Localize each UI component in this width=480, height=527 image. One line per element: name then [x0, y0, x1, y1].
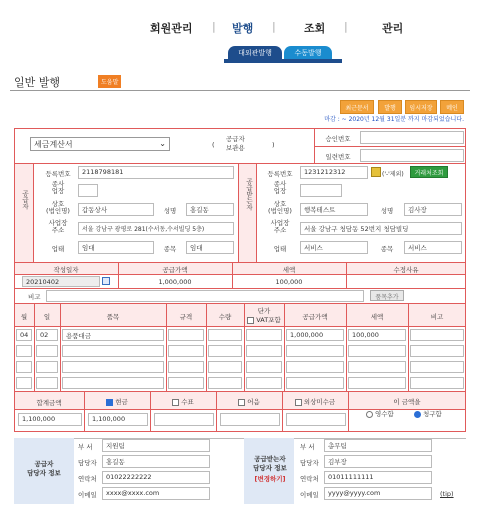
receiver-addr-label: 사업장 주소: [270, 219, 290, 234]
issue-button[interactable]: 발행: [378, 100, 402, 114]
item-cell-name[interactable]: 용품대금: [62, 329, 164, 341]
nav-divider: |: [272, 20, 276, 33]
supplier-item-label: 종목: [163, 245, 177, 253]
item-cell-m[interactable]: [16, 361, 32, 373]
receiver-sub-label: 종사 업장: [273, 180, 287, 195]
temp-save-button[interactable]: 임시저장: [405, 100, 437, 114]
item-cell-tax[interactable]: 100,000: [348, 329, 406, 341]
receiver-dept-label: 부 서: [300, 443, 315, 451]
total-label: 합계금액: [36, 399, 62, 407]
item-cell-price[interactable]: [246, 329, 282, 341]
tip-link[interactable]: (tip): [440, 490, 454, 498]
receiver-ceo-label: 성명: [380, 207, 394, 215]
supplier-dept-label: 부 서: [78, 443, 93, 451]
item-cell-tax[interactable]: [348, 377, 406, 389]
receipt-radio[interactable]: 영수함: [366, 409, 394, 418]
supplier-biz-input[interactable]: 임대: [78, 241, 154, 254]
supply-header: 공급가액: [162, 266, 188, 274]
supplier-contact-title: 공급자 담당자 정보: [27, 460, 61, 477]
item-cell-note[interactable]: [410, 377, 464, 389]
nav-divider: |: [344, 20, 348, 33]
supplier-person-label: 담당자: [78, 459, 97, 467]
item-cell-qty[interactable]: [208, 345, 242, 357]
receiver-note: ('-'제외): [382, 171, 404, 178]
cash-checkbox[interactable]: [106, 399, 113, 406]
check-amount[interactable]: [154, 413, 214, 426]
supplier-name-label: 상호 (법인명): [46, 200, 70, 215]
supplier-addr-input[interactable]: 서울 강남구 광평로 281(수서동,수서빌딩 5층): [78, 222, 234, 235]
receipt-radio-icon[interactable]: [366, 411, 373, 418]
keep-close: ): [272, 141, 275, 149]
item-cell-supply[interactable]: [286, 377, 344, 389]
item-cell-qty[interactable]: [208, 361, 242, 373]
tax-value: 100,000: [275, 278, 303, 286]
receiver-phone-input[interactable]: 01011111111: [324, 471, 432, 484]
supplier-keep-label: 공급자 보관용: [226, 135, 245, 152]
item-cell-name[interactable]: [62, 377, 164, 389]
supplier-reg-label: 등록번호: [45, 170, 71, 178]
item-cell-spec[interactable]: [168, 361, 204, 373]
col-qty: 수량: [218, 313, 232, 321]
supplier-sub-label: 종사 업장: [51, 180, 65, 195]
supplier-biz-label: 업태: [51, 245, 65, 253]
credit-checkbox[interactable]: [295, 399, 302, 406]
check-checkbox[interactable]: [172, 399, 179, 406]
reason-header: 수정사유: [393, 266, 419, 274]
col-supply: 공급가액: [302, 313, 328, 321]
approval-input[interactable]: [360, 131, 464, 144]
page-title: 일반 발행: [14, 76, 61, 89]
supplier-item-input[interactable]: 임대: [186, 241, 234, 254]
item-cell-tax[interactable]: [348, 361, 406, 373]
receiver-name-label: 상호 (법인명): [268, 200, 292, 215]
col-day: 일: [43, 313, 51, 321]
item-cell-m[interactable]: [16, 345, 32, 357]
item-cell-supply[interactable]: [286, 345, 344, 357]
col-price: 단가: [257, 307, 271, 315]
item-cell-note[interactable]: [410, 361, 464, 373]
item-cell-m[interactable]: [16, 377, 32, 389]
note-amount[interactable]: [220, 413, 280, 426]
nav-issue[interactable]: 발행: [232, 22, 254, 35]
receiver-name-input[interactable]: 행복테스트: [300, 203, 368, 216]
col-tax: 세액: [370, 313, 384, 321]
supplier-email-label: 이메일: [78, 491, 97, 499]
item-cell-price[interactable]: [246, 345, 282, 357]
claim-radio-icon[interactable]: [414, 411, 421, 418]
tab-external-issue[interactable]: 대외관발행: [228, 46, 282, 60]
supplier-ceo-label: 성명: [163, 207, 177, 215]
supplier-addr-label: 사업장 주소: [48, 219, 68, 234]
receiver-dept-input[interactable]: 총무팀: [324, 439, 432, 452]
item-cell-supply[interactable]: 1,000,000: [286, 329, 344, 341]
item-cell-spec[interactable]: [168, 329, 204, 341]
main-button[interactable]: 메인: [440, 100, 464, 114]
item-cell-d[interactable]: [36, 361, 58, 373]
supplier-sub-input[interactable]: [78, 184, 98, 197]
item-cell-note[interactable]: [410, 345, 464, 357]
supplier-email-input[interactable]: xxxx@xxxx.com: [102, 487, 210, 500]
tab-manual-issue[interactable]: 수동발행: [284, 46, 332, 60]
item-cell-price[interactable]: [246, 377, 282, 389]
divider: [10, 90, 470, 91]
col-spec: 규격: [179, 313, 193, 321]
recent-docs-button[interactable]: 최근문서: [340, 100, 374, 114]
receiver-person-input[interactable]: 김부장: [324, 455, 432, 468]
date-header: 작성일자: [53, 266, 79, 274]
item-cell-tax[interactable]: [348, 345, 406, 357]
supplier-side-label: 공급자: [21, 190, 29, 210]
supplier-phone-label: 연락처: [78, 475, 97, 483]
credit-option[interactable]: 외상미수금: [282, 397, 348, 406]
nav-query[interactable]: 조회: [304, 22, 326, 35]
total-amount: 1,100,000: [18, 413, 82, 426]
receiver-phone-label: 연락처: [300, 475, 319, 483]
receiver-side-label: 공급받는자: [245, 178, 253, 211]
item-cell-d[interactable]: [36, 345, 58, 357]
receiver-email-label: 이메일: [300, 491, 319, 499]
item-cell-d[interactable]: [36, 377, 58, 389]
item-cell-spec[interactable]: [168, 345, 204, 357]
cash-option[interactable]: 현금: [84, 397, 150, 406]
claim-label: 이 금액을: [393, 398, 421, 406]
tab-underline: [224, 59, 342, 63]
supplier-reg-input[interactable]: 2118798181: [78, 166, 234, 179]
remark-label: 비고: [28, 293, 41, 301]
receiver-ceo-input[interactable]: 김사장: [404, 203, 462, 216]
claim-radio[interactable]: 청구함: [414, 409, 442, 418]
partner-lookup-button[interactable]: 거래처조회: [410, 166, 448, 178]
keep-open: (: [212, 141, 215, 149]
receiver-email-input[interactable]: yyyy@yyyy.com: [324, 487, 432, 500]
serial-label: 일련번호: [325, 153, 351, 161]
supplier-phone-input[interactable]: 01022222222: [102, 471, 210, 484]
receiver-biz-label: 업태: [273, 245, 287, 253]
col-note: 비고: [430, 313, 444, 321]
col-item: 품목: [106, 313, 120, 321]
nav-member[interactable]: 회원관리: [150, 22, 193, 35]
receiver-contact-title: 공급받는자 담당자 정보: [253, 455, 287, 472]
supplier-ceo-input[interactable]: 홍길동: [186, 203, 234, 216]
check-option[interactable]: 수표: [150, 397, 216, 406]
item-cell-name[interactable]: [62, 345, 164, 357]
vat-include-toggle[interactable]: VAT포함: [244, 315, 284, 324]
serial-input[interactable]: [360, 149, 464, 162]
item-cell-note[interactable]: [410, 329, 464, 341]
change-contact-link[interactable]: [변경하기]: [254, 475, 286, 483]
search-icon[interactable]: [371, 167, 381, 177]
receiver-item-label: 종목: [380, 245, 394, 253]
cash-amount[interactable]: 1,100,000: [88, 413, 148, 426]
help-button[interactable]: 도움말: [98, 75, 121, 88]
supply-value: 1,000,000: [158, 278, 192, 286]
nav-divider: |: [212, 20, 216, 33]
note-checkbox[interactable]: [238, 399, 245, 406]
add-item-button[interactable]: 품목추가: [370, 290, 404, 301]
doc-type-select[interactable]: 세금계산서 ⌄: [30, 137, 170, 151]
note-option[interactable]: 어음: [216, 397, 282, 406]
item-cell-d[interactable]: 02: [36, 329, 58, 341]
remark-input[interactable]: [46, 290, 364, 302]
supplier-name-input[interactable]: 갑동상사: [78, 203, 154, 216]
receiver-item-input[interactable]: 서비스: [404, 241, 462, 254]
date-input[interactable]: 20210402: [22, 276, 100, 287]
item-cell-spec[interactable]: [168, 377, 204, 389]
receiver-reg-input[interactable]: 1231212312: [300, 166, 368, 179]
receiver-biz-input[interactable]: 서비스: [300, 241, 368, 254]
item-cell-qty[interactable]: [208, 377, 242, 389]
supplier-person-input[interactable]: 홍길동: [102, 455, 210, 468]
tax-header: 세액: [282, 266, 296, 274]
calendar-icon[interactable]: [102, 277, 110, 285]
item-cell-name[interactable]: [62, 361, 164, 373]
supplier-dept-input[interactable]: 지원팀: [102, 439, 210, 452]
col-month: 월: [20, 313, 28, 321]
nav-manage[interactable]: 관리: [382, 22, 404, 35]
receiver-sub-input[interactable]: [300, 184, 342, 197]
approval-label: 승인번호: [325, 135, 351, 143]
item-cell-supply[interactable]: [286, 361, 344, 373]
vat-checkbox[interactable]: [247, 317, 254, 324]
credit-amount[interactable]: [286, 413, 346, 426]
item-cell-price[interactable]: [246, 361, 282, 373]
receiver-reg-label: 등록번호: [267, 170, 293, 178]
deadline-notice: 마감 : ~ 2020년 12월 31일분 까지 마감되었습니다.: [324, 116, 464, 123]
receiver-addr-input[interactable]: 서울 강남구 청담동 52번지 청담빌딩: [300, 222, 462, 235]
receiver-person-label: 담당자: [300, 459, 319, 467]
item-cell-m[interactable]: 04: [16, 329, 32, 341]
item-cell-qty[interactable]: [208, 329, 242, 341]
